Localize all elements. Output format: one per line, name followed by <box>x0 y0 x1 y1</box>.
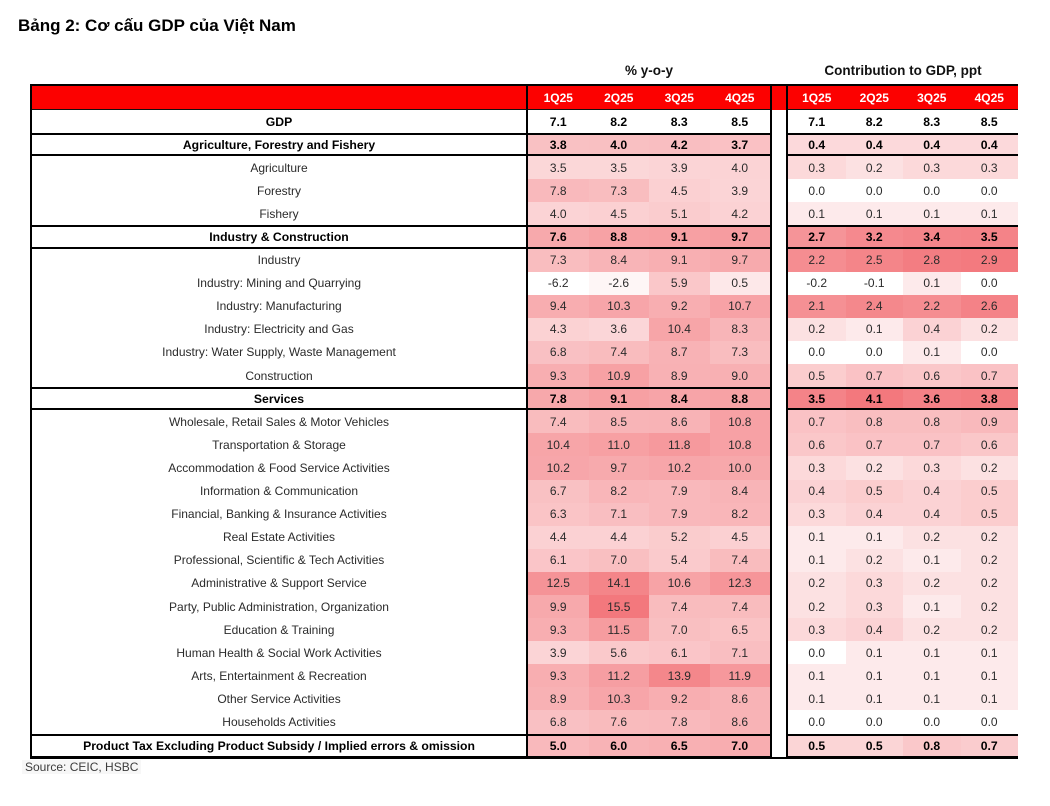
yoy-cell: 8.9 <box>649 364 710 387</box>
yoy-cell: 8.2 <box>710 503 771 526</box>
row-label: Human Health & Social Work Activities <box>32 641 528 664</box>
yoy-cell: 9.1 <box>649 249 710 272</box>
contribution-cell: 3.8 <box>961 387 1019 410</box>
contribution-cell: 0.2 <box>788 318 846 341</box>
row-label: Industry: Mining and Quarrying <box>32 272 528 295</box>
row-label: Industry & Construction <box>32 225 528 248</box>
contribution-cell: 0.2 <box>961 318 1019 341</box>
contribution-cell: 0.2 <box>903 618 961 641</box>
contribution-cell: 0.4 <box>903 133 961 156</box>
contribution-cell: 2.7 <box>788 225 846 248</box>
contribution-cell: 3.5 <box>961 225 1019 248</box>
yoy-cell: 3.9 <box>528 641 589 664</box>
yoy-cell: 3.5 <box>528 156 589 179</box>
row-label: Fishery <box>32 202 528 225</box>
contribution-cell: 0.3 <box>903 456 961 479</box>
yoy-cell: 8.6 <box>710 710 771 733</box>
row-label: Administrative & Support Service <box>32 572 528 595</box>
column-gap <box>770 387 788 410</box>
yoy-cell: 8.4 <box>710 480 771 503</box>
yoy-cell: 10.8 <box>710 433 771 456</box>
yoy-cell: 15.5 <box>589 595 650 618</box>
column-gap <box>770 641 788 664</box>
column-gap <box>770 179 788 202</box>
contribution-cell: 3.6 <box>903 387 961 410</box>
column-gap <box>770 433 788 456</box>
yoy-cell: 11.8 <box>649 433 710 456</box>
contribution-cell: 0.2 <box>961 549 1019 572</box>
contribution-cell: 0.1 <box>903 341 961 364</box>
contribution-cell: 2.5 <box>846 249 904 272</box>
contribution-cell: 0.5 <box>788 734 846 757</box>
row-label: Product Tax Excluding Product Subsidy / Implied errors & omission <box>32 734 528 757</box>
contribution-cell: -0.2 <box>788 272 846 295</box>
row-label: Accommodation & Food Service Activities <box>32 456 528 479</box>
yoy-cell: 6.5 <box>710 618 771 641</box>
yoy-cell: 7.8 <box>528 179 589 202</box>
contribution-cell: 2.8 <box>903 249 961 272</box>
yoy-cell: 7.3 <box>589 179 650 202</box>
yoy-cell: 10.0 <box>710 456 771 479</box>
row-label: Party, Public Administration, Organization <box>32 595 528 618</box>
yoy-cell: 10.4 <box>528 433 589 456</box>
yoy-cell: 8.2 <box>589 110 650 133</box>
contribution-cell: 0.1 <box>846 664 904 687</box>
yoy-cell: 6.8 <box>528 341 589 364</box>
yoy-cell: 10.9 <box>589 364 650 387</box>
quarter-header-yoy: 3Q25 <box>649 86 710 110</box>
row-label: Agriculture, Forestry and Fishery <box>32 133 528 156</box>
yoy-cell: 7.1 <box>710 641 771 664</box>
yoy-cell: 14.1 <box>589 572 650 595</box>
contribution-cell: 4.1 <box>846 387 904 410</box>
contribution-cell: 0.5 <box>788 364 846 387</box>
row-label: Households Activities <box>32 710 528 733</box>
column-gap <box>770 572 788 595</box>
yoy-cell: 8.4 <box>649 387 710 410</box>
contribution-cell: 2.9 <box>961 249 1019 272</box>
contribution-cell: 0.3 <box>788 156 846 179</box>
yoy-cell: 4.0 <box>589 133 650 156</box>
contribution-cell: 0.3 <box>846 595 904 618</box>
yoy-cell: 7.4 <box>710 595 771 618</box>
contribution-cell: 0.1 <box>846 202 904 225</box>
yoy-cell: 9.7 <box>710 225 771 248</box>
yoy-cell: 9.1 <box>589 387 650 410</box>
yoy-cell: 4.0 <box>528 202 589 225</box>
row-label: Real Estate Activities <box>32 526 528 549</box>
yoy-cell: 7.3 <box>528 249 589 272</box>
column-gap <box>770 410 788 433</box>
yoy-cell: 8.8 <box>710 387 771 410</box>
table-title: Bảng 2: Cơ cấu GDP của Việt Nam <box>18 16 296 35</box>
quarter-header-yoy: 2Q25 <box>589 86 650 110</box>
yoy-cell: 9.3 <box>528 618 589 641</box>
yoy-cell: 4.2 <box>649 133 710 156</box>
quarter-header-yoy: 4Q25 <box>710 86 771 110</box>
contribution-cell: 0.3 <box>903 156 961 179</box>
contribution-cell: 0.7 <box>961 734 1019 757</box>
column-gap <box>770 318 788 341</box>
yoy-cell: 9.7 <box>589 456 650 479</box>
contribution-cell: 0.9 <box>961 410 1019 433</box>
row-label: Arts, Entertainment & Recreation <box>32 664 528 687</box>
yoy-cell: 7.4 <box>528 410 589 433</box>
yoy-cell: 8.5 <box>710 110 771 133</box>
column-gap <box>770 526 788 549</box>
yoy-cell: 4.4 <box>528 526 589 549</box>
yoy-cell: 10.2 <box>649 456 710 479</box>
yoy-cell: 4.0 <box>710 156 771 179</box>
quarter-header-yoy: 1Q25 <box>528 86 589 110</box>
row-label: Information & Communication <box>32 480 528 503</box>
contribution-cell: 0.3 <box>961 156 1019 179</box>
contribution-cell: 0.1 <box>903 549 961 572</box>
contribution-cell: 0.8 <box>903 410 961 433</box>
contribution-cell: 8.2 <box>846 110 904 133</box>
contribution-cell: 0.5 <box>846 480 904 503</box>
group-header-row <box>30 63 1018 84</box>
contribution-cell: 0.1 <box>961 664 1019 687</box>
yoy-cell: 7.0 <box>589 549 650 572</box>
contribution-cell: 2.2 <box>903 295 961 318</box>
yoy-cell: 3.9 <box>710 179 771 202</box>
yoy-cell: 8.6 <box>649 410 710 433</box>
contribution-cell: 0.2 <box>961 526 1019 549</box>
contribution-cell: 0.1 <box>846 526 904 549</box>
contribution-cell: 0.2 <box>903 572 961 595</box>
yoy-cell: 7.9 <box>649 480 710 503</box>
quarter-header-contribution: 2Q25 <box>846 86 904 110</box>
contribution-cell: 0.5 <box>961 503 1019 526</box>
row-label: Financial, Banking & Insurance Activities <box>32 503 528 526</box>
row-label: Other Service Activities <box>32 687 528 710</box>
contribution-cell: -0.1 <box>846 272 904 295</box>
yoy-cell: 7.3 <box>710 341 771 364</box>
contribution-cell: 0.2 <box>846 549 904 572</box>
yoy-cell: 5.4 <box>649 549 710 572</box>
yoy-cell: 3.6 <box>589 318 650 341</box>
column-gap <box>770 664 788 687</box>
yoy-cell: 7.0 <box>649 618 710 641</box>
yoy-cell: -2.6 <box>589 272 650 295</box>
row-label: Professional, Scientific & Tech Activities <box>32 549 528 572</box>
yoy-cell: 10.6 <box>649 572 710 595</box>
contribution-cell: 0.2 <box>961 595 1019 618</box>
yoy-cell: 6.8 <box>528 710 589 733</box>
yoy-cell: 9.4 <box>528 295 589 318</box>
contribution-cell: 0.1 <box>961 687 1019 710</box>
column-gap <box>770 618 788 641</box>
column-gap <box>770 341 788 364</box>
contribution-cell: 0.0 <box>788 341 846 364</box>
column-gap <box>770 456 788 479</box>
contribution-cell: 0.3 <box>788 618 846 641</box>
yoy-cell: 7.8 <box>528 387 589 410</box>
yoy-cell: 8.6 <box>710 687 771 710</box>
contribution-cell: 0.7 <box>788 410 846 433</box>
quarter-header-contribution: 3Q25 <box>903 86 961 110</box>
contribution-cell: 0.1 <box>788 664 846 687</box>
contribution-cell: 8.5 <box>961 110 1019 133</box>
yoy-cell: 4.5 <box>589 202 650 225</box>
column-gap <box>770 710 788 733</box>
row-label: Industry: Electricity and Gas <box>32 318 528 341</box>
contribution-cell: 0.4 <box>846 503 904 526</box>
yoy-cell: 7.4 <box>649 595 710 618</box>
yoy-cell: 0.5 <box>710 272 771 295</box>
yoy-cell: 4.4 <box>589 526 650 549</box>
yoy-cell: 6.0 <box>589 734 650 757</box>
yoy-cell: 7.6 <box>528 225 589 248</box>
contribution-cell: 0.1 <box>903 595 961 618</box>
contribution-cell: 0.1 <box>788 549 846 572</box>
column-gap <box>770 110 788 133</box>
yoy-cell: 5.6 <box>589 641 650 664</box>
group-header-yoy: % y-o-y <box>624 63 673 78</box>
contribution-cell: 0.1 <box>903 202 961 225</box>
yoy-cell: 6.1 <box>649 641 710 664</box>
column-gap <box>770 687 788 710</box>
contribution-cell: 0.4 <box>903 480 961 503</box>
column-gap <box>770 86 788 110</box>
yoy-cell: 8.4 <box>589 249 650 272</box>
contribution-cell: 0.1 <box>788 526 846 549</box>
contribution-cell: 0.4 <box>846 618 904 641</box>
contribution-cell: 0.6 <box>788 433 846 456</box>
yoy-cell: -6.2 <box>528 272 589 295</box>
contribution-cell: 0.1 <box>788 687 846 710</box>
yoy-cell: 7.1 <box>528 110 589 133</box>
yoy-cell: 7.4 <box>710 549 771 572</box>
column-gap <box>770 480 788 503</box>
yoy-cell: 7.6 <box>589 710 650 733</box>
column-gap <box>770 734 788 757</box>
row-label: Construction <box>32 364 528 387</box>
yoy-cell: 9.7 <box>710 249 771 272</box>
row-label: Education & Training <box>32 618 528 641</box>
group-header-contribution: Contribution to GDP, ppt <box>824 63 982 78</box>
yoy-cell: 6.7 <box>528 480 589 503</box>
contribution-cell: 0.2 <box>961 456 1019 479</box>
contribution-cell: 0.3 <box>846 572 904 595</box>
yoy-cell: 4.5 <box>649 179 710 202</box>
contribution-cell: 2.6 <box>961 295 1019 318</box>
contribution-cell: 0.1 <box>903 664 961 687</box>
column-gap <box>770 133 788 156</box>
contribution-cell: 0.4 <box>903 503 961 526</box>
column-gap <box>770 549 788 572</box>
yoy-cell: 9.2 <box>649 295 710 318</box>
yoy-cell: 6.3 <box>528 503 589 526</box>
yoy-cell: 5.9 <box>649 272 710 295</box>
row-label: Industry <box>32 249 528 272</box>
contribution-cell: 0.2 <box>788 595 846 618</box>
contribution-cell: 0.6 <box>903 364 961 387</box>
row-label: Transportation & Storage <box>32 433 528 456</box>
row-label: Forestry <box>32 179 528 202</box>
contribution-cell: 0.5 <box>961 480 1019 503</box>
yoy-cell: 10.2 <box>528 456 589 479</box>
column-gap <box>770 156 788 179</box>
contribution-cell: 0.2 <box>846 456 904 479</box>
yoy-cell: 9.2 <box>649 687 710 710</box>
contribution-cell: 0.0 <box>846 341 904 364</box>
contribution-cell: 0.7 <box>961 364 1019 387</box>
contribution-cell: 0.4 <box>903 318 961 341</box>
contribution-cell: 0.2 <box>846 156 904 179</box>
yoy-cell: 12.3 <box>710 572 771 595</box>
column-gap <box>770 249 788 272</box>
yoy-cell: 10.3 <box>589 687 650 710</box>
contribution-cell: 0.6 <box>961 433 1019 456</box>
yoy-cell: 3.9 <box>649 156 710 179</box>
contribution-cell: 0.1 <box>903 272 961 295</box>
yoy-cell: 10.4 <box>649 318 710 341</box>
contribution-cell: 0.7 <box>846 364 904 387</box>
contribution-cell: 0.0 <box>788 641 846 664</box>
row-label: Industry: Water Supply, Waste Management <box>32 341 528 364</box>
heatmap-grid <box>30 84 1018 759</box>
yoy-cell: 8.3 <box>710 318 771 341</box>
contribution-cell: 0.0 <box>961 341 1019 364</box>
yoy-cell: 12.5 <box>528 572 589 595</box>
yoy-cell: 3.7 <box>710 133 771 156</box>
contribution-cell: 0.0 <box>961 179 1019 202</box>
column-gap <box>770 595 788 618</box>
contribution-cell: 2.1 <box>788 295 846 318</box>
row-label: GDP <box>32 110 528 133</box>
contribution-cell: 0.1 <box>788 202 846 225</box>
contribution-cell: 0.1 <box>846 318 904 341</box>
yoy-cell: 8.2 <box>589 480 650 503</box>
contribution-cell: 2.2 <box>788 249 846 272</box>
contribution-cell: 0.4 <box>788 133 846 156</box>
contribution-cell: 0.1 <box>903 641 961 664</box>
contribution-cell: 0.5 <box>846 734 904 757</box>
yoy-cell: 10.8 <box>710 410 771 433</box>
column-gap <box>770 202 788 225</box>
yoy-cell: 9.1 <box>649 225 710 248</box>
yoy-cell: 11.2 <box>589 664 650 687</box>
contribution-cell: 0.1 <box>961 202 1019 225</box>
yoy-cell: 9.9 <box>528 595 589 618</box>
contribution-cell: 0.2 <box>903 526 961 549</box>
contribution-cell: 0.4 <box>961 133 1019 156</box>
contribution-cell: 0.3 <box>788 456 846 479</box>
contribution-cell: 8.3 <box>903 110 961 133</box>
yoy-cell: 5.1 <box>649 202 710 225</box>
gdp-table <box>30 63 1018 759</box>
quarter-header-contribution: 1Q25 <box>788 86 846 110</box>
yoy-cell: 9.0 <box>710 364 771 387</box>
contribution-cell: 0.1 <box>903 687 961 710</box>
contribution-cell: 0.3 <box>788 503 846 526</box>
contribution-cell: 0.0 <box>961 710 1019 733</box>
yoy-cell: 4.5 <box>710 526 771 549</box>
yoy-cell: 9.3 <box>528 664 589 687</box>
column-gap <box>770 364 788 387</box>
row-label: Agriculture <box>32 156 528 179</box>
yoy-cell: 13.9 <box>649 664 710 687</box>
yoy-cell: 9.3 <box>528 364 589 387</box>
yoy-cell: 8.8 <box>589 225 650 248</box>
contribution-cell: 0.8 <box>846 410 904 433</box>
yoy-cell: 11.9 <box>710 664 771 687</box>
contribution-cell: 0.0 <box>903 710 961 733</box>
yoy-cell: 8.3 <box>649 110 710 133</box>
yoy-cell: 6.1 <box>528 549 589 572</box>
row-label: Services <box>32 387 528 410</box>
column-gap <box>770 225 788 248</box>
contribution-cell: 0.0 <box>961 272 1019 295</box>
contribution-cell: 0.1 <box>846 687 904 710</box>
header-label-spacer <box>32 86 528 110</box>
contribution-cell: 0.1 <box>846 641 904 664</box>
row-label: Industry: Manufacturing <box>32 295 528 318</box>
yoy-cell: 7.9 <box>649 503 710 526</box>
yoy-cell: 3.8 <box>528 133 589 156</box>
contribution-cell: 0.2 <box>961 618 1019 641</box>
column-gap <box>770 503 788 526</box>
contribution-cell: 3.4 <box>903 225 961 248</box>
yoy-cell: 5.2 <box>649 526 710 549</box>
yoy-cell: 10.7 <box>710 295 771 318</box>
yoy-cell: 8.9 <box>528 687 589 710</box>
contribution-cell: 0.0 <box>846 710 904 733</box>
contribution-cell: 0.4 <box>846 133 904 156</box>
source-note: Source: CEIC, HSBC <box>22 760 141 774</box>
contribution-cell: 0.7 <box>903 433 961 456</box>
yoy-cell: 7.0 <box>710 734 771 757</box>
contribution-cell: 7.1 <box>788 110 846 133</box>
contribution-cell: 3.2 <box>846 225 904 248</box>
row-label: Wholesale, Retail Sales & Motor Vehicles <box>32 410 528 433</box>
yoy-cell: 8.5 <box>589 410 650 433</box>
yoy-cell: 5.0 <box>528 734 589 757</box>
column-gap <box>770 295 788 318</box>
yoy-cell: 11.0 <box>589 433 650 456</box>
contribution-cell: 0.0 <box>903 179 961 202</box>
yoy-cell: 3.5 <box>589 156 650 179</box>
yoy-cell: 7.4 <box>589 341 650 364</box>
yoy-cell: 7.8 <box>649 710 710 733</box>
yoy-cell: 11.5 <box>589 618 650 641</box>
yoy-cell: 10.3 <box>589 295 650 318</box>
contribution-cell: 2.4 <box>846 295 904 318</box>
yoy-cell: 7.1 <box>589 503 650 526</box>
contribution-cell: 0.7 <box>846 433 904 456</box>
column-gap <box>770 272 788 295</box>
contribution-cell: 3.5 <box>788 387 846 410</box>
contribution-cell: 0.1 <box>961 641 1019 664</box>
yoy-cell: 8.7 <box>649 341 710 364</box>
contribution-cell: 0.0 <box>788 710 846 733</box>
contribution-cell: 0.0 <box>846 179 904 202</box>
contribution-cell: 0.2 <box>788 572 846 595</box>
yoy-cell: 4.2 <box>710 202 771 225</box>
contribution-cell: 0.8 <box>903 734 961 757</box>
yoy-cell: 6.5 <box>649 734 710 757</box>
contribution-cell: 0.0 <box>788 179 846 202</box>
quarter-header-contribution: 4Q25 <box>961 86 1019 110</box>
contribution-cell: 0.4 <box>788 480 846 503</box>
yoy-cell: 4.3 <box>528 318 589 341</box>
contribution-cell: 0.2 <box>961 572 1019 595</box>
